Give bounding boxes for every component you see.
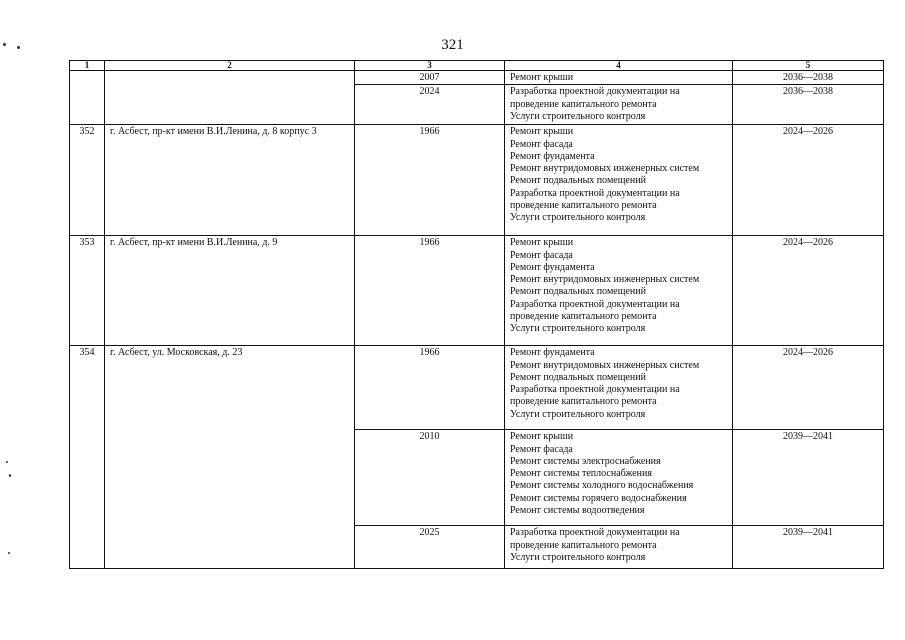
work-item: Ремонт фасада <box>510 138 573 150</box>
work-item: проведение капитального ремонта <box>510 98 657 110</box>
work-item: Ремонт внутридомовых инженерных систем <box>510 274 700 286</box>
work-item: Разработка проектной документации на <box>510 86 680 98</box>
work-item: Ремонт фасада <box>510 443 573 455</box>
scan-speck <box>17 46 20 49</box>
address-cell: г. Асбест, пр-кт имени В.И.Ленина, д. 9 <box>105 236 355 346</box>
work-item: Ремонт системы водоотведения <box>510 505 645 517</box>
column-header-1: 1 <box>70 61 105 71</box>
address-cell: г. Асбест, пр-кт имени В.И.Ленина, д. 8 корпус 3 <box>105 125 355 236</box>
work-item: Ремонт фундамента <box>510 261 595 273</box>
column-header-2: 2 <box>105 61 355 71</box>
work-item: Ремонт крыши <box>510 237 574 249</box>
work-item: Услуги строительного контроля <box>510 110 646 122</box>
work-item: проведение капитального ремонта <box>510 311 657 323</box>
scan-speck <box>3 43 6 46</box>
work-item: Ремонт внутридомовых инженерных систем <box>510 359 700 371</box>
row-number-cell: 354 <box>70 346 105 569</box>
year-cell: 2025 <box>355 526 505 569</box>
work-item: проведение капитального ремонта <box>510 396 657 408</box>
period-cell: 2036—2038 <box>733 71 884 85</box>
year-cell: 2007 <box>355 71 505 85</box>
work-item: Ремонт внутридомовых инженерных систем <box>510 163 700 175</box>
work-item: Ремонт системы холодного водоснабжения <box>510 480 694 492</box>
repair-schedule-table <box>69 60 884 569</box>
period-cell: 2024—2026 <box>733 125 884 236</box>
period-cell: 2036—2038 <box>733 85 884 125</box>
works-cell <box>505 85 733 125</box>
table-row <box>70 236 884 346</box>
work-item: Ремонт системы теплоснабжения <box>510 468 652 480</box>
table-row <box>70 346 884 430</box>
period-cell: 2024—2026 <box>733 236 884 346</box>
scan-speck <box>6 461 8 463</box>
work-item: Ремонт фундамента <box>510 150 595 162</box>
work-item: Услуги строительного контроля <box>510 408 646 420</box>
table-row <box>70 125 884 236</box>
column-header-3: 3 <box>355 61 505 71</box>
work-item: Ремонт крыши <box>510 126 574 138</box>
works-cell <box>505 125 733 236</box>
column-header-5: 5 <box>733 61 884 71</box>
column-number-row <box>70 61 884 71</box>
page-number: 321 <box>441 37 464 53</box>
works-cell <box>505 526 733 569</box>
work-item: Ремонт фундамента <box>510 347 595 359</box>
work-item: Разработка проектной документации на <box>510 187 680 199</box>
work-item: Ремонт системы электроснабжения <box>510 455 661 467</box>
year-cell: 2024 <box>355 85 505 125</box>
period-cell: 2039—2041 <box>733 526 884 569</box>
works-cell <box>505 71 733 85</box>
scan-speck <box>9 474 11 477</box>
works-cell <box>505 236 733 346</box>
work-item: Услуги строительного контроля <box>510 323 646 335</box>
scan-speck <box>8 552 10 554</box>
works-cell <box>505 346 733 430</box>
address-cell: г. Асбест, ул. Московская, д. 23 <box>105 346 355 569</box>
table-row <box>70 71 884 85</box>
address-cell <box>105 71 355 125</box>
work-item: Услуги строительного контроля <box>510 212 646 224</box>
work-item: Услуги строительного контроля <box>510 551 646 563</box>
work-item: Разработка проектной документации на <box>510 298 680 310</box>
year-cell: 1966 <box>355 125 505 236</box>
work-item: Ремонт крыши <box>510 72 574 83</box>
row-number-cell <box>70 71 105 125</box>
column-header-4: 4 <box>505 61 733 71</box>
year-cell: 2010 <box>355 430 505 526</box>
works-cell <box>505 430 733 526</box>
row-number-cell: 353 <box>70 236 105 346</box>
work-item: проведение капитального ремонта <box>510 200 657 212</box>
year-cell: 1966 <box>355 346 505 430</box>
work-item: Разработка проектной документации на <box>510 384 680 396</box>
period-cell: 2039—2041 <box>733 430 884 526</box>
work-item: Разработка проектной документации на <box>510 527 680 539</box>
work-item: Ремонт системы горячего водоснабжения <box>510 492 687 504</box>
period-cell: 2024—2026 <box>733 346 884 430</box>
work-item: проведение капитального ремонта <box>510 539 657 551</box>
work-item: Ремонт подвальных помещений <box>510 175 646 187</box>
work-item: Ремонт подвальных помещений <box>510 371 646 383</box>
work-item: Ремонт фасада <box>510 249 573 261</box>
work-item: Ремонт подвальных помещений <box>510 286 646 298</box>
work-item: Ремонт крыши <box>510 431 574 443</box>
row-number-cell: 352 <box>70 125 105 236</box>
year-cell: 1966 <box>355 236 505 346</box>
